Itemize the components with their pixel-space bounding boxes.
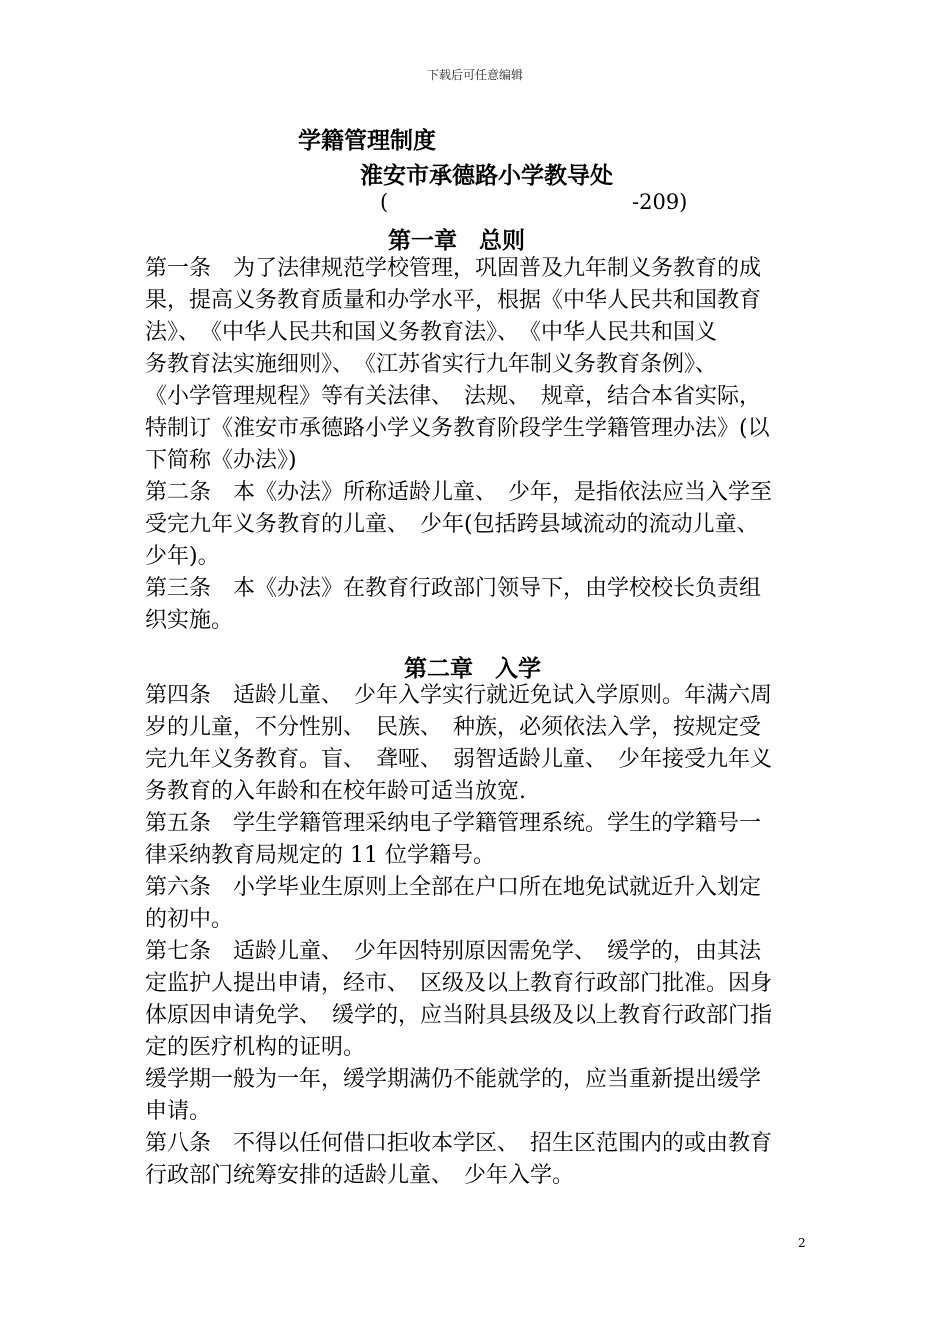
text-line: 第四条 适龄儿童、 少年入学实行就近免试入学原则。年满六周 — [145, 683, 773, 708]
text-line: 的初中。 — [145, 907, 234, 932]
text-line: 行政部门统筹安排的适龄儿童、 少年入学。 — [145, 1163, 575, 1188]
chapter-name: 总则 — [479, 228, 525, 254]
text-line: 少年)。 — [145, 544, 220, 569]
text-line: 律采纳教育局规定的 11 位学籍号。 — [145, 843, 495, 868]
header-note: 下载后可任意编辑 — [426, 68, 523, 82]
text-line: 缓学期一般为一年，缓学期满仍不能就学的，应当重新提出缓学 — [145, 1067, 762, 1092]
text-line: 第三条 本《办法》在教育行政部门领导下，由学校校长负责组 — [145, 576, 762, 601]
chapter-label: 第二章 — [404, 656, 473, 682]
text-line: 果，提高义务教育质量和办学水平，根据《中华人民共和国教育 — [145, 288, 762, 313]
text-line: 务教育的入年龄和在校年龄可适当放宽. — [145, 779, 526, 804]
text-line: 受完九年义务教育的儿童、 少年(包括跨县域流动的流动儿童、 — [145, 512, 759, 537]
text-line: 第八条 不得以任何借口拒收本学区、 招生区范围内的或由教育 — [145, 1131, 773, 1156]
chapter-1-body — [145, 253, 817, 637]
text-line: 务教育法实施细则》、 《江苏省实行九年制义务教育条例》、 — [145, 352, 718, 377]
text-line: 完九年义务教育。盲、 聋哑、 弱智适龄儿童、 少年接受九年义 — [145, 747, 773, 772]
text-line: 下简称《办法》) — [145, 448, 297, 473]
code-right: -209) — [632, 190, 688, 214]
chapter-2-body — [145, 680, 817, 1192]
chapter-1-heading — [388, 222, 525, 255]
chapter-label: 第一章 — [388, 228, 457, 254]
text-line: 第一条 为了法律规范学校管理，巩固普及九年制义务教育的成 — [145, 256, 762, 281]
text-line: 定的医疗机构的证明。 — [145, 1035, 366, 1060]
text-line: 申请。 — [145, 1099, 212, 1124]
text-line: 岁的儿童，不分性别、 民族、 种族，必须依法入学，按规定受 — [145, 715, 762, 740]
chapter-2-heading — [404, 650, 541, 683]
document-code — [380, 190, 688, 214]
text-line: 特制订《淮安市承德路小学义务教育阶段学生学籍管理办法》(以 — [145, 416, 770, 441]
text-line: 法》、 《中华人民共和国义务教育法》、 《中华人民共和国义 — [145, 320, 718, 345]
text-line: 《小学管理规程》等有关法律、 法规、 规章，结合本省实际， — [145, 384, 762, 409]
text-line: 织实施。 — [145, 608, 234, 633]
text-line: 第七条 适龄儿童、 少年因特别原因需免学、 缓学的，由其法 — [145, 939, 762, 964]
document-title: 学籍管理制度 — [298, 128, 436, 154]
text-line: 第五条 学生学籍管理采纳电子学籍管理系统。学生的学籍号一 — [145, 811, 762, 836]
page-number: 2 — [798, 1236, 806, 1250]
text-line: 体原因申请免学、 缓学的，应当附具县级及以上教育行政部门指 — [145, 1003, 773, 1028]
text-line: 第六条 小学毕业生原则上全部在户口所在地免试就近升入划定 — [145, 875, 762, 900]
chapter-name: 入学 — [495, 656, 541, 682]
text-line: 定监护人提出申请，经市、 区级及以上教育行政部门批准。因身 — [145, 971, 773, 996]
text-line: 第二条 本《办法》所称适龄儿童、 少年，是指依法应当入学至 — [145, 480, 773, 505]
document-subtitle: 淮安市承德路小学教导处 — [360, 163, 613, 189]
code-left: ( — [380, 190, 389, 214]
